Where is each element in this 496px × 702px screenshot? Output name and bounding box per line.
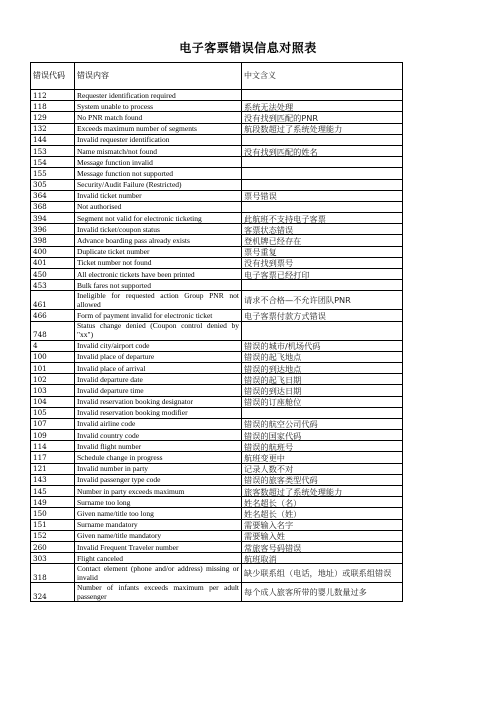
error-code-cell: 450: [31, 269, 75, 280]
error-message-cell: Ineligible for requested action Group PNR not allowed: [75, 291, 242, 310]
table-row: [31, 157, 403, 168]
chinese-meaning-cell: 此航班不支持电子客票: [242, 213, 403, 224]
error-message-cell: Schedule change in progress: [75, 452, 242, 463]
error-message-cell: Given name/title too long: [75, 508, 242, 519]
error-code-cell: 109: [31, 430, 75, 441]
error-code-cell: 155: [31, 168, 75, 179]
chinese-meaning-cell: 没有找到匹配的姓名: [242, 145, 403, 156]
table-row: [31, 213, 403, 224]
table-row: [31, 224, 403, 235]
chinese-meaning-cell: 航班变更中: [242, 452, 403, 463]
table-row: [31, 452, 403, 463]
error-code-cell: 364: [31, 190, 75, 201]
error-code-cell: 102: [31, 374, 75, 385]
error-message-cell: Given name/title mandatory: [75, 530, 242, 541]
chinese-meaning-cell: [242, 179, 403, 190]
table-row: [31, 486, 403, 497]
table-row: [31, 201, 403, 212]
error-message-cell: Contact element (phone and/or address) missing or invalid: [75, 564, 242, 583]
table-row: [31, 497, 403, 508]
error-message-cell: Surname too long: [75, 497, 242, 508]
chinese-meaning-cell: 错误的航空公司代码: [242, 418, 403, 429]
table-row: [31, 179, 403, 190]
chinese-meaning-cell: [242, 321, 403, 340]
chinese-meaning-cell: 票号重复: [242, 246, 403, 257]
chinese-meaning-cell: [242, 280, 403, 291]
error-message-cell: Status change denied (Coupon control denied by "xx"): [75, 321, 242, 340]
error-code-cell: 143: [31, 474, 75, 485]
error-message-cell: Message function invalid: [75, 157, 242, 168]
error-code-cell: 748: [31, 321, 75, 340]
table-row: [31, 321, 403, 340]
error-message-cell: Invalid ticket number: [75, 190, 242, 201]
chinese-meaning-cell: 记录人数不对: [242, 463, 403, 474]
table-row: [31, 112, 403, 123]
error-code-cell: 145: [31, 486, 75, 497]
page-title: 电子客票错误信息对照表: [179, 41, 317, 55]
error-code-cell: 401: [31, 257, 75, 268]
table-row: [31, 564, 403, 583]
error-message-cell: Segment not valid for electronic ticketing: [75, 213, 242, 224]
error-message-cell: Message function not supported: [75, 168, 242, 179]
error-code-cell: 105: [31, 407, 75, 418]
table-row: [31, 519, 403, 530]
chinese-meaning-cell: 错误的航班号: [242, 441, 403, 452]
chinese-meaning-cell: [242, 168, 403, 179]
error-message-cell: Bulk fares not supported: [75, 280, 242, 291]
table-row: [31, 530, 403, 541]
header-chinese: 中文含义: [242, 63, 403, 90]
chinese-meaning-cell: 旅客数超过了系统处理能力: [242, 486, 403, 497]
error-message-cell: Invalid number in party: [75, 463, 242, 474]
error-code-cell: 151: [31, 519, 75, 530]
error-message-cell: Not authorised: [75, 201, 242, 212]
error-message-cell: Surname mandatory: [75, 519, 242, 530]
error-message-cell: Invalid reservation booking designator: [75, 396, 242, 407]
table-row: [31, 269, 403, 280]
error-message-cell: Invalid flight number: [75, 441, 242, 452]
chinese-meaning-cell: [242, 157, 403, 168]
header-message: 错误内容: [75, 63, 242, 90]
error-code-cell: 149: [31, 497, 75, 508]
error-message-cell: Flight canceled: [75, 553, 242, 564]
error-code-cell: 103: [31, 385, 75, 396]
error-message-cell: Invalid reservation booking modifier: [75, 407, 242, 418]
chinese-meaning-cell: 没有找到票号: [242, 257, 403, 268]
table-row: [31, 396, 403, 407]
table-header-row: [31, 63, 403, 90]
error-message-cell: Ticket number not found: [75, 257, 242, 268]
chinese-meaning-cell: 电子客票付款方式错误: [242, 310, 403, 321]
chinese-meaning-cell: 姓名超长（姓）: [242, 508, 403, 519]
chinese-meaning-cell: 电子客票已经打印: [242, 269, 403, 280]
table-row: [31, 407, 403, 418]
table-row: [31, 340, 403, 351]
chinese-meaning-cell: 错误的起飞日期: [242, 374, 403, 385]
error-code-cell: 461: [31, 291, 75, 310]
error-code-cell: 144: [31, 134, 75, 145]
error-message-cell: All electronic tickets have been printed: [75, 269, 242, 280]
error-message-cell: Name mismatch/not found: [75, 145, 242, 156]
table-row: [31, 101, 403, 112]
table-row: [31, 351, 403, 362]
header-code: 错误代码: [31, 63, 75, 90]
error-code-cell: 398: [31, 235, 75, 246]
chinese-meaning-cell: 需要输入名字: [242, 519, 403, 530]
chinese-meaning-cell: 错误的起飞地点: [242, 351, 403, 362]
error-code-cell: 104: [31, 396, 75, 407]
table-row: [31, 168, 403, 179]
error-code-cell: 303: [31, 553, 75, 564]
error-message-cell: Invalid departure time: [75, 385, 242, 396]
error-code-cell: 118: [31, 101, 75, 112]
chinese-meaning-cell: 客票状态错误: [242, 224, 403, 235]
error-code-cell: 368: [31, 201, 75, 212]
error-code-cell: 132: [31, 123, 75, 134]
chinese-meaning-cell: 需要输入姓: [242, 530, 403, 541]
error-message-cell: Invalid Frequent Traveler number: [75, 541, 242, 552]
chinese-meaning-cell: 航班取消: [242, 553, 403, 564]
error-code-cell: 453: [31, 280, 75, 291]
error-code-cell: 129: [31, 112, 75, 123]
chinese-meaning-cell: 错误的旅客类型代码: [242, 474, 403, 485]
table-row: [31, 280, 403, 291]
error-message-cell: Invalid ticket/coupon status: [75, 224, 242, 235]
error-message-cell: Number in party exceeds maximum: [75, 486, 242, 497]
error-message-cell: Invalid requester identification: [75, 134, 242, 145]
table-row: [31, 418, 403, 429]
table-row: [31, 583, 403, 602]
chinese-meaning-cell: [242, 134, 403, 145]
table-row: [31, 257, 403, 268]
error-code-cell: 114: [31, 441, 75, 452]
table-row: [31, 190, 403, 201]
error-code-cell: 152: [31, 530, 75, 541]
error-message-cell: Invalid passenger type code: [75, 474, 242, 485]
table-row: [31, 362, 403, 373]
error-code-cell: 318: [31, 564, 75, 583]
error-message-cell: Duplicate ticket number: [75, 246, 242, 257]
chinese-meaning-cell: 常旅客号码错误: [242, 541, 403, 552]
error-code-cell: 396: [31, 224, 75, 235]
table-row: [31, 145, 403, 156]
error-message-cell: Invalid place of arrival: [75, 362, 242, 373]
error-code-cell: 153: [31, 145, 75, 156]
error-message-cell: Form of payment invalid for electronic ticket: [75, 310, 242, 321]
error-message-cell: Invalid place of departure: [75, 351, 242, 362]
chinese-meaning-cell: 错误的城市/机场代码: [242, 340, 403, 351]
error-message-cell: Invalid country code: [75, 430, 242, 441]
error-code-cell: 4: [31, 340, 75, 351]
error-message-cell: Requester identification required: [75, 90, 242, 101]
table-row: [31, 385, 403, 396]
table-row: [31, 441, 403, 452]
error-message-cell: Number of infants exceeds maximum per adult passenger: [75, 583, 242, 602]
error-code-cell: 101: [31, 362, 75, 373]
chinese-meaning-cell: 错误的到达日期: [242, 385, 403, 396]
error-code-cell: 466: [31, 310, 75, 321]
table-row: [31, 291, 403, 310]
table-row: [31, 235, 403, 246]
chinese-meaning-cell: 每个成人旅客所带的婴儿数量过多: [242, 583, 403, 602]
chinese-meaning-cell: 错误的到达地点: [242, 362, 403, 373]
error-code-cell: 121: [31, 463, 75, 474]
chinese-meaning-cell: 错误的订座舱位: [242, 396, 403, 407]
error-message-cell: No PNR match found: [75, 112, 242, 123]
chinese-meaning-cell: [242, 201, 403, 212]
chinese-meaning-cell: 缺少联系组（电话，地址）或联系组错误: [242, 564, 403, 583]
error-code-cell: 117: [31, 452, 75, 463]
error-code-cell: 394: [31, 213, 75, 224]
chinese-meaning-cell: [242, 90, 403, 101]
table-row: [31, 474, 403, 485]
error-code-cell: 260: [31, 541, 75, 552]
chinese-meaning-cell: 错误的国家代码: [242, 430, 403, 441]
error-code-cell: 100: [31, 351, 75, 362]
table-row: [31, 508, 403, 519]
chinese-meaning-cell: 航段数超过了系统处理能力: [242, 123, 403, 134]
error-code-cell: 400: [31, 246, 75, 257]
error-message-cell: Invalid city/airport code: [75, 340, 242, 351]
table-row: [31, 463, 403, 474]
table-row: [31, 310, 403, 321]
chinese-meaning-cell: 姓名超长（名）: [242, 497, 403, 508]
error-message-cell: Exceeds maximum number of segments: [75, 123, 242, 134]
chinese-meaning-cell: 登机牌已经存在: [242, 235, 403, 246]
error-message-cell: Invalid airline code: [75, 418, 242, 429]
error-message-cell: Invalid departure date: [75, 374, 242, 385]
error-code-table: [30, 62, 403, 602]
table-row: [31, 374, 403, 385]
error-code-cell: 305: [31, 179, 75, 190]
error-message-cell: Advance boarding pass already exists: [75, 235, 242, 246]
chinese-meaning-cell: 票号错误: [242, 190, 403, 201]
error-code-cell: 112: [31, 90, 75, 101]
error-message-cell: System unable to process: [75, 101, 242, 112]
chinese-meaning-cell: 请求不合格—不允许团队PNR: [242, 291, 403, 310]
error-message-cell: Security/Audit Failure (Restricted): [75, 179, 242, 190]
error-code-cell: 154: [31, 157, 75, 168]
chinese-meaning-cell: [242, 407, 403, 418]
table-row: [31, 123, 403, 134]
table-row: [31, 553, 403, 564]
chinese-meaning-cell: 系统无法处理: [242, 101, 403, 112]
error-code-cell: 150: [31, 508, 75, 519]
table-row: [31, 90, 403, 101]
table-row: [31, 430, 403, 441]
table-row: [31, 541, 403, 552]
table-row: [31, 134, 403, 145]
chinese-meaning-cell: 没有找到匹配的PNR: [242, 112, 403, 123]
error-code-cell: 107: [31, 418, 75, 429]
table-row: [31, 246, 403, 257]
error-code-cell: 324: [31, 583, 75, 602]
